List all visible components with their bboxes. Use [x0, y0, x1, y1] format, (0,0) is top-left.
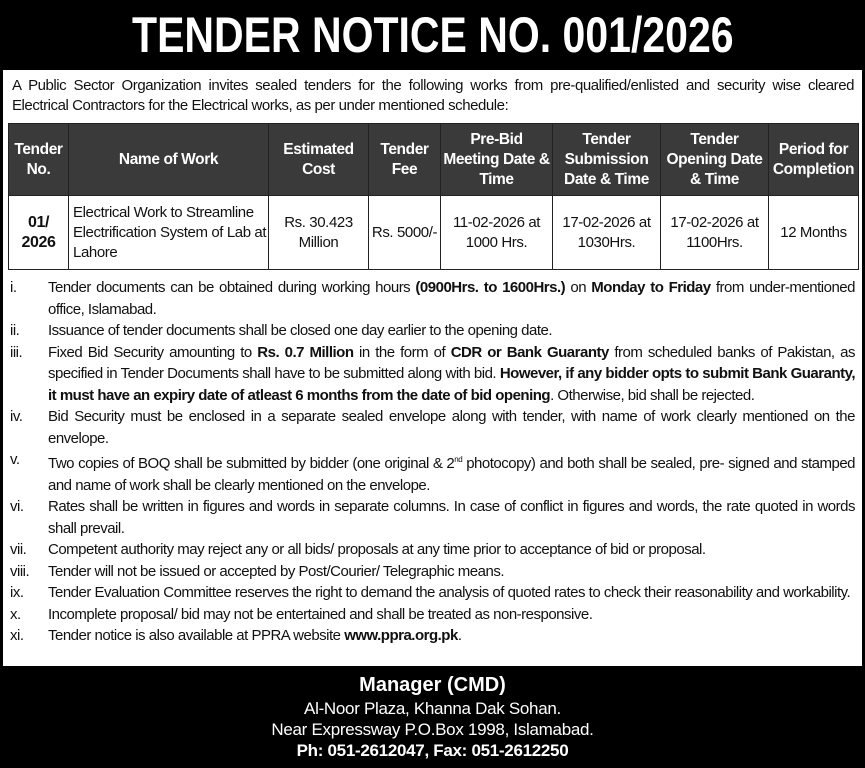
condition-text: [48, 625, 855, 647]
text-segment: Tender will not be issued or accepted by Post/Courier/ Telegraphic means.: [48, 562, 504, 580]
condition-text: [48, 406, 855, 449]
page-title: TENDER NOTICE NO. 001/2026: [131, 7, 734, 63]
text-segment: Bid Security must be enclosed in a separate sealed envelope along with tender, with name of work clearly mentioned on the envelope.: [48, 408, 855, 447]
bold-text: (0900Hrs. to 1600Hrs.): [415, 279, 566, 296]
text-segment: Competent authority may reject any or all bids/ proposals at any time prior to acceptance of bid or proposal.: [48, 541, 706, 558]
text-segment: Two copies of BOQ shall be submitted by bidder (one original & 2: [48, 455, 455, 472]
col-header: Tender Opening Date & Time: [661, 124, 769, 196]
condition-item: [10, 625, 855, 647]
condition-item: [10, 539, 855, 561]
bold-text: Monday to Friday: [591, 279, 711, 296]
opening-cell: 17-02-2026 at 1100Hrs.: [661, 196, 769, 270]
text-segment: Tender documents can be obtained during working hours: [48, 279, 416, 296]
condition-item: [10, 449, 855, 496]
condition-text: [48, 496, 855, 539]
condition-text: [48, 277, 855, 320]
condition-number: v.: [10, 451, 20, 468]
pre-bid-cell: 11-02-2026 at 1000 Hrs.: [441, 196, 553, 270]
col-header: Pre-Bid Meeting Date & Time: [441, 124, 553, 196]
address-line-2: Near Expressway P.O.Box 1998, Islamabad.: [271, 720, 594, 739]
text-segment: Tender Evaluation Committee reserves the right to demand the analysis of quoted rates to check their reasonability and workability.: [48, 584, 851, 601]
col-header: Tender No.: [9, 124, 69, 196]
address-line-1: Al-Noor Plaza, Khanna Dak Sohan.: [304, 699, 561, 718]
col-header: Period for Completion: [769, 124, 859, 196]
text-segment: Issuance of tender documents shall be closed one day earlier to the opening date.: [48, 322, 553, 339]
text-segment: Incomplete proposal/ bid may not be entertained and shall be treated as non-responsive.: [48, 605, 593, 623]
condition-item: [10, 277, 855, 320]
tender-schedule-table: [8, 123, 859, 270]
bold-text: However, if any bidder opts to submit Bank Guaranty, it must have an expiry date of atleast 6 months from the date of bid opening: [48, 365, 855, 404]
condition-number: vi.: [10, 498, 24, 515]
bold-text: www.ppra.org.pk: [344, 627, 458, 644]
condition-item: [10, 496, 855, 539]
condition-number: ix.: [10, 584, 24, 601]
tender-no-cell: 01/ 2026: [9, 196, 69, 270]
col-header: Estimated Cost: [269, 124, 369, 196]
conditions-list: [10, 277, 855, 647]
title-banner: [0, 0, 865, 70]
col-header: Tender Submission Date & Time: [553, 124, 661, 196]
condition-number: xi.: [10, 627, 24, 644]
col-header: Name of Work: [69, 124, 269, 196]
text-segment: photocopy) and both shall be sealed, pre- signed and stamped and name of work shall be clearly mentioned on the envelope.: [48, 455, 855, 494]
condition-text: [48, 449, 855, 496]
table-header-row: [9, 124, 859, 196]
estimated-cost-cell: Rs. 30.423 Million: [269, 196, 369, 270]
work-name-cell: Electrical Work to Streamline Electrification System of Lab at Lahore: [69, 196, 269, 270]
condition-text: [48, 342, 855, 407]
phone-fax: Ph: 051-2612047, Fax: 051-2612250: [296, 741, 569, 760]
contact-title: Manager (CMD): [359, 674, 506, 696]
completion-cell: 12 Months: [769, 196, 859, 270]
col-header: Tender Fee: [369, 124, 441, 196]
condition-text: [48, 561, 855, 583]
condition-item: [10, 604, 855, 626]
condition-number: x.: [10, 605, 21, 623]
bold-text: CDR or Bank Guaranty: [450, 343, 609, 361]
condition-item: [10, 342, 855, 407]
condition-number: i.: [10, 279, 17, 296]
text-segment: .: [457, 627, 462, 644]
bold-text: Rs. 0.7 Million: [257, 343, 354, 361]
condition-text: [48, 320, 855, 342]
condition-item: [10, 582, 855, 604]
text-segment: from scheduled banks of Pakistan, as specified in Tender Documents shall have to be submitted along with bid.: [48, 343, 855, 382]
intro-text: A Public Sector Organization invites sealed tenders for the following works from pre-qualified/enlisted and security wise cleared Electrical Contractors for the Electrical works, as per under mentioned schedule:: [12, 77, 854, 114]
condition-text: [48, 539, 855, 561]
condition-number: viii.: [10, 562, 30, 580]
condition-number: vii.: [10, 541, 27, 558]
text-segment: from under-mentioned office, Islamabad.: [48, 279, 855, 318]
condition-number: iii.: [10, 343, 23, 361]
condition-item: [10, 406, 855, 449]
text-segment: . Otherwise, bid shall be rejected.: [550, 386, 755, 404]
condition-number: iv.: [10, 408, 23, 425]
text-segment: Tender notice is also available at PPRA website: [48, 627, 345, 644]
condition-item: [10, 320, 855, 342]
text-segment: in the form of: [353, 343, 451, 361]
text-segment: Fixed Bid Security amounting to: [48, 343, 258, 361]
condition-number: ii.: [10, 322, 20, 339]
submission-cell: 17-02-2026 at 1030Hrs.: [553, 196, 661, 270]
text-segment: nd: [454, 455, 463, 464]
text-segment: on: [565, 279, 592, 296]
tender-fee-cell: Rs. 5000/-: [369, 196, 441, 270]
table-row: [9, 196, 859, 270]
condition-text: [48, 604, 855, 626]
condition-item: [10, 561, 855, 583]
footer-contact: [0, 666, 865, 768]
condition-text: [48, 582, 855, 604]
text-segment: Rates shall be written in figures and words in separate columns. In case of conflict in figures and words, the rate quoted in words shall prevail.: [48, 498, 855, 537]
